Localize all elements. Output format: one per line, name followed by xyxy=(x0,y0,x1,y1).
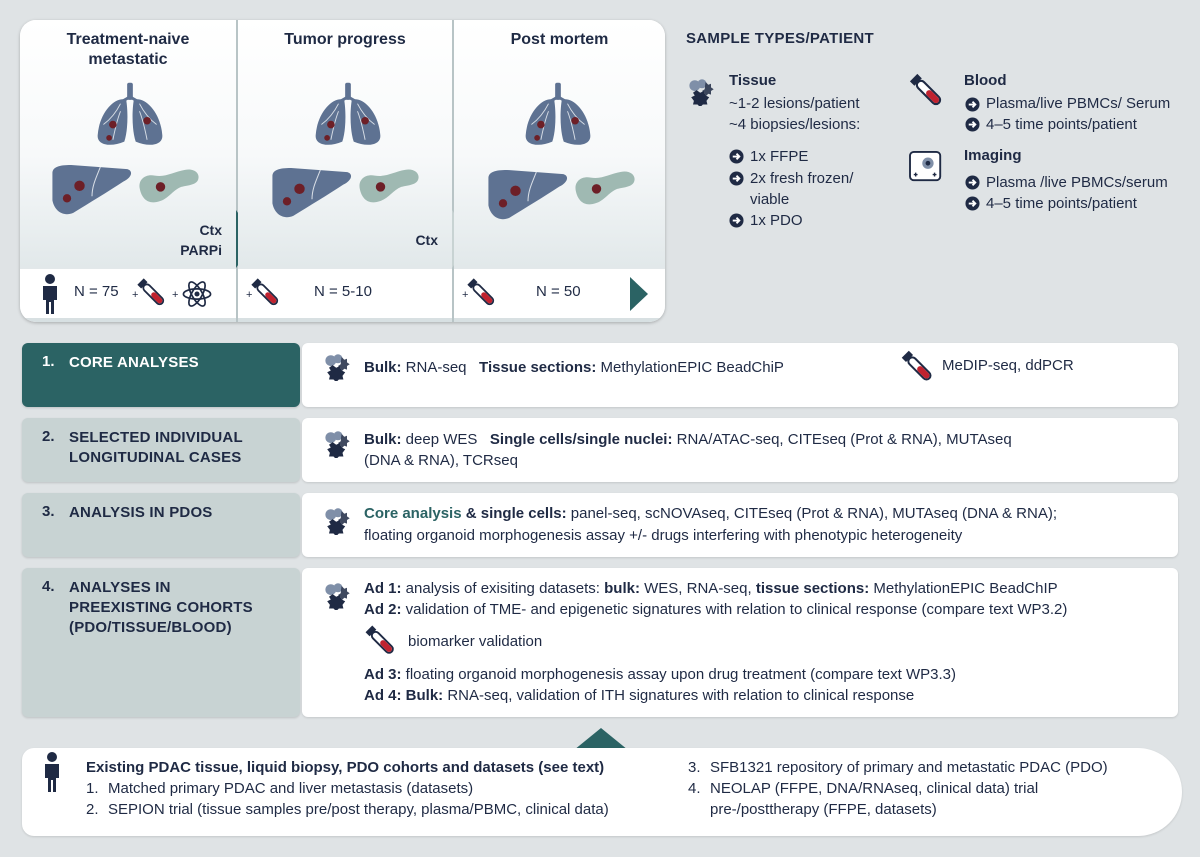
lungs-icon xyxy=(310,82,386,150)
stage-bar xyxy=(238,268,452,318)
single-cells-label: & single cells: xyxy=(461,505,567,522)
cohort-item: Matched primary PDAC and liver metastasis (datasets) xyxy=(108,780,474,797)
pancreas-icon xyxy=(572,168,638,206)
item-number: 1. xyxy=(86,780,99,797)
ad4-bulk-label: Bulk: xyxy=(405,687,444,704)
stage-title-line2: metastatic xyxy=(88,51,168,68)
row-label-text: SELECTED INDIVIDUAL xyxy=(69,429,243,446)
plus-icon: + xyxy=(172,289,179,301)
tissue-sections-label: Tissue sections: xyxy=(479,359,597,376)
cohort-item: SEPION trial (tissue samples pre/post therapy, plasma/PBMC, clinical data) xyxy=(108,801,609,818)
row-number: 2. xyxy=(42,428,55,445)
existing-cohorts-box xyxy=(22,748,1182,836)
blood-analysis-text: MeDIP-seq, ddPCR xyxy=(942,357,1074,374)
item-number: 3. xyxy=(688,759,701,776)
row-number: 3. xyxy=(42,503,55,520)
row-text-line2: floating organoid morphogenesis assay +/- drugs interfering with phenotypic heterogeneity xyxy=(364,527,963,544)
ad1-label: Ad 1: xyxy=(364,580,402,597)
row-label-text: ANALYSES IN xyxy=(69,579,171,596)
blood-tube-icon xyxy=(906,70,948,112)
imaging-item: 4–5 time points/patient xyxy=(986,195,1137,212)
row-label-text: CORE ANALYSES xyxy=(69,354,199,371)
row-text-line2: (DNA & RNA), TCRseq xyxy=(364,452,518,469)
row-content-longitudinal xyxy=(302,418,1178,482)
item-number: 2. xyxy=(86,801,99,818)
row-label-text: (PDO/TISSUE/BLOOD) xyxy=(69,619,232,636)
cohort-item: NEOLAP (FFPE, DNA/RNAseq, clinical data) trial xyxy=(710,780,1039,797)
plus-icon: + xyxy=(462,289,469,301)
ad1-text: analysis of exisiting datasets: xyxy=(405,580,600,597)
blood-tube-icon xyxy=(248,275,284,311)
stage-title: Tumor progress xyxy=(284,31,406,48)
person-icon xyxy=(42,752,62,792)
arrow-circle-icon xyxy=(965,196,980,211)
tissue-item: 2x fresh frozen/ xyxy=(750,170,854,187)
stage-post-mortem xyxy=(454,20,665,322)
up-arrow-icon xyxy=(574,728,628,750)
arrow-circle-icon xyxy=(965,97,980,112)
bulk-text: deep WES xyxy=(405,431,478,448)
liver-icon xyxy=(486,170,570,220)
patient-stages-panel xyxy=(20,20,665,322)
arrow-circle-icon xyxy=(729,213,744,228)
blood-item: 4–5 time points/patient xyxy=(986,116,1137,133)
ad4-text: RNA-seq, validation of ITH signatures with relation to clinical response xyxy=(447,687,915,704)
row-label-text: PREEXISTING COHORTS xyxy=(69,599,253,616)
imaging-title: Imaging xyxy=(964,147,1022,164)
imaging-item: Plasma /live PBMCs/serum xyxy=(986,174,1168,191)
row-label-pdos xyxy=(22,493,300,557)
liver-icon xyxy=(50,165,134,215)
ad1-bulk-label: bulk: xyxy=(604,580,640,597)
cohort-item: pre-/posttherapy (FFPE, datasets) xyxy=(710,801,937,818)
treatment-parpi: PARPi xyxy=(180,242,222,258)
blood-tube-icon xyxy=(898,347,938,387)
row-label-longitudinal xyxy=(22,418,300,482)
stage-title: Post mortem xyxy=(510,31,609,48)
stage-title-line1: Treatment-naive xyxy=(66,31,190,48)
ad2-text: validation of TME- and epigenetic signatures with relation to clinical response (compare text WP3.2) xyxy=(405,601,1068,618)
arrow-circle-icon xyxy=(965,175,980,190)
patient-count: N = 5-10 xyxy=(314,283,372,300)
play-arrow-icon xyxy=(630,277,650,311)
ad4-label: Ad 4: xyxy=(364,687,402,704)
tissue-sections-text: MethylationEPIC BeadChiP xyxy=(600,359,784,376)
blood-tube-icon xyxy=(464,275,500,311)
treatment-ctx: Ctx xyxy=(199,222,222,238)
tissue-cells-icon xyxy=(684,76,720,106)
tissue-title: Tissue xyxy=(729,72,777,89)
cohort-item: SFB1321 repository of primary and metastatic PDAC (PDO) xyxy=(710,759,1108,776)
ad2-label: Ad 2: xyxy=(364,601,402,618)
ad1-tissue-label: tissue sections: xyxy=(755,580,870,597)
lungs-icon xyxy=(92,82,168,150)
stage-treatment-naive xyxy=(20,20,236,322)
pancreas-icon xyxy=(356,166,422,204)
tissue-item: viable xyxy=(750,191,790,208)
pdo-text: panel-seq, scNOVAseq, CITEseq (Prot & RNA), MUTAseq (DNA & RNA); xyxy=(566,505,1058,522)
sample-types-heading: SAMPLE TYPES/PATIENT xyxy=(686,30,874,47)
tissue-line: ~1-2 lesions/patient xyxy=(729,95,860,112)
biomarker-text: biomarker validation xyxy=(408,633,543,650)
row-content-cohorts xyxy=(302,568,1178,717)
tissue-line: ~4 biopsies/lesions: xyxy=(729,116,861,133)
tissue-cells-icon xyxy=(320,428,356,458)
atom-icon xyxy=(180,277,214,311)
lungs-icon xyxy=(520,82,596,150)
tissue-item: 1x PDO xyxy=(750,212,803,229)
ad3-label: Ad 3: xyxy=(364,666,402,683)
arrow-circle-icon xyxy=(729,171,744,186)
pancreas-icon xyxy=(136,166,202,204)
row-content-core-analyses xyxy=(302,343,1178,407)
ad1-text: MethylationEPIC BeadChIP xyxy=(873,580,1058,597)
stage-bar xyxy=(454,268,665,318)
tissue-cells-icon xyxy=(320,580,356,610)
row-label-cohorts xyxy=(22,568,300,717)
blood-title: Blood xyxy=(964,72,1007,89)
bulk-label: Bulk: xyxy=(364,431,402,448)
row-label-text: ANALYSIS IN PDOS xyxy=(69,504,213,521)
blood-tube-icon xyxy=(134,275,170,311)
blood-item: Plasma/live PBMCs/ Serum xyxy=(986,95,1171,112)
imaging-icon xyxy=(908,150,946,184)
tissue-cells-icon xyxy=(320,505,356,535)
treatment-ctx: Ctx xyxy=(415,232,438,248)
stage-bar xyxy=(20,268,236,318)
plus-icon: + xyxy=(132,289,139,301)
ad1-text: WES, RNA-seq, xyxy=(644,580,752,597)
core-analysis-label: Core analysis xyxy=(364,505,462,522)
row-content-pdos xyxy=(302,493,1178,557)
tissue-cells-icon xyxy=(320,351,356,381)
single-cells-text: RNA/ATAC-seq, CITEseq (Prot & RNA), MUTAseq xyxy=(676,431,1012,448)
row-number: 4. xyxy=(42,578,55,595)
arrow-circle-icon xyxy=(965,117,980,132)
stage-tumor-progress xyxy=(238,20,452,322)
blood-tube-icon xyxy=(362,622,400,660)
cohorts-title: Existing PDAC tissue, liquid biopsy, PDO cohorts and datasets (see text) xyxy=(86,759,605,776)
person-icon xyxy=(40,274,60,314)
row-number: 1. xyxy=(42,353,55,370)
patient-count: N = 50 xyxy=(536,283,581,300)
plus-icon: + xyxy=(246,289,253,301)
arrow-circle-icon xyxy=(729,149,744,164)
row-label-core-analyses xyxy=(22,343,300,407)
item-number: 4. xyxy=(688,780,701,797)
patient-count: N = 75 xyxy=(74,283,119,300)
ad3-text: floating organoid morphogenesis assay upon drug treatment (compare text WP3.3) xyxy=(405,666,956,683)
single-cells-label: Single cells/single nuclei: xyxy=(489,431,673,448)
row-label-text: LONGITUDINAL CASES xyxy=(69,449,242,466)
bulk-label: Bulk: xyxy=(364,359,402,376)
liver-icon xyxy=(270,168,354,218)
tissue-item: 1x FFPE xyxy=(750,148,809,165)
bulk-text: RNA-seq xyxy=(405,359,467,376)
